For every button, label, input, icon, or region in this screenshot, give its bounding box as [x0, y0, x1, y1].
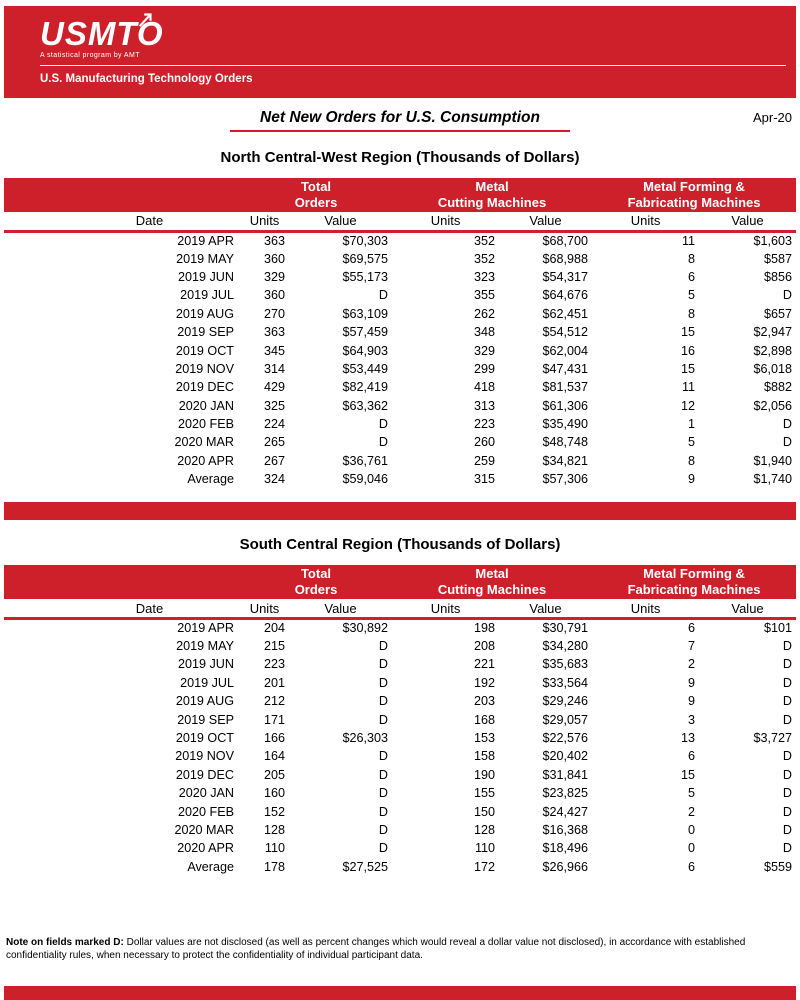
value-cell: 172 [474, 859, 496, 874]
report-title: Net New Orders for U.S. Consumption [230, 107, 570, 132]
value-cell: 355 [474, 288, 496, 303]
group-header-metal-cutting: Metal Cutting Machines [392, 565, 592, 599]
date-cell: 2019 OCT [175, 731, 234, 745]
value-cell: $57,306 [542, 472, 589, 487]
value-cell: $81,537 [542, 380, 589, 395]
value-cell: 7 [688, 639, 696, 654]
value-cell: D [378, 288, 389, 303]
value-cell: 215 [263, 639, 285, 654]
value-cell: D [378, 767, 389, 782]
confidentiality-footnote [6, 936, 794, 963]
table-row [4, 268, 796, 286]
value-cell: D [378, 786, 389, 801]
date-cell: 2019 MAY [176, 251, 234, 266]
value-cell: D [378, 712, 389, 727]
value-cell: 6 [688, 269, 696, 284]
value-cell: D [378, 694, 389, 709]
value-cell: 325 [263, 398, 285, 413]
date-cell: 2019 SEP [177, 712, 234, 727]
date-cell: 2019 MAY [176, 639, 234, 654]
value-cell: D [378, 657, 389, 672]
value-cell: $30,791 [542, 621, 589, 636]
value-cell: D [782, 749, 793, 764]
table-row [4, 433, 796, 451]
table-row [4, 858, 796, 876]
value-cell: 110 [474, 841, 496, 856]
footnote-lead: Note on fields marked D: [6, 936, 124, 948]
table-body-north-central-west [4, 231, 796, 488]
value-cell: $69,575 [342, 251, 389, 266]
value-cell: 429 [263, 380, 285, 395]
value-cell: 2 [688, 657, 696, 672]
value-cell: $34,280 [542, 639, 589, 654]
value-cell: 265 [263, 435, 285, 450]
value-cell: 315 [474, 472, 496, 487]
column-header-date: Date [4, 212, 240, 231]
value-cell: 152 [263, 804, 285, 819]
value-cell: $64,903 [342, 343, 389, 358]
value-cell: 128 [263, 822, 285, 837]
value-cell: 192 [474, 675, 496, 690]
value-cell: 314 [263, 361, 285, 376]
value-cell: $16,368 [542, 822, 589, 837]
value-cell: $53,449 [342, 361, 389, 376]
report-date: Apr-20 [752, 110, 792, 125]
table-row [4, 821, 796, 839]
value-cell: 2 [688, 804, 696, 819]
table-north-central-west [4, 178, 796, 488]
value-cell: 352 [474, 233, 496, 248]
value-cell: $62,004 [542, 343, 589, 358]
value-cell: $34,821 [542, 453, 589, 468]
value-cell: 3 [688, 712, 696, 727]
value-cell: 11 [681, 233, 696, 248]
value-cell: D [782, 841, 793, 856]
column-header-value-total: Value [289, 212, 392, 231]
column-header-units-forming: Units [592, 212, 699, 231]
value-cell: 267 [263, 453, 285, 468]
date-cell: 2019 APR [177, 233, 234, 248]
value-cell: $1,603 [753, 233, 793, 248]
value-cell: 190 [474, 767, 496, 782]
region-title-north-central-west: North Central-West Region (Thousands of Dollars) [220, 149, 580, 166]
value-cell: $856 [764, 269, 793, 284]
value-cell: $101 [764, 621, 793, 636]
date-cell: 2020 MAR [174, 435, 234, 450]
value-cell: $82,419 [342, 380, 389, 395]
value-cell: $36,761 [342, 453, 389, 468]
value-cell: 171 [263, 712, 285, 727]
value-cell: 155 [474, 786, 496, 801]
date-cell: 2020 JAN [178, 398, 234, 413]
table-row [4, 360, 796, 378]
value-cell: D [378, 417, 389, 432]
value-cell: D [378, 435, 389, 450]
value-cell: D [378, 675, 389, 690]
date-cell: 2019 AUG [175, 694, 234, 709]
column-header-units-cutting: Units [392, 212, 499, 231]
value-cell: $1,740 [753, 472, 793, 487]
banner-subtitle: U.S. Manufacturing Technology Orders [40, 73, 253, 85]
value-cell: $54,317 [542, 269, 589, 284]
value-cell: $24,427 [542, 804, 589, 819]
value-cell: D [782, 288, 793, 303]
value-cell: 160 [263, 786, 285, 801]
date-cell: 2020 APR [177, 453, 234, 468]
value-cell: D [782, 822, 793, 837]
value-cell: $29,246 [542, 694, 589, 709]
value-cell: 110 [264, 841, 285, 856]
value-cell: 352 [474, 251, 496, 266]
value-cell: 128 [474, 822, 496, 837]
value-cell: 16 [681, 343, 696, 358]
value-cell: D [378, 749, 389, 764]
value-cell: 205 [263, 767, 285, 782]
table-row [4, 710, 796, 728]
value-cell: 6 [688, 749, 696, 764]
date-cell: 2020 FEB [177, 417, 234, 432]
table-row [4, 747, 796, 765]
value-cell: 363 [263, 325, 285, 340]
title-row [0, 107, 800, 133]
table-row [4, 655, 796, 673]
table-body-south-central [4, 618, 796, 875]
column-header-value-total: Value [289, 599, 392, 618]
value-cell: 1 [688, 417, 696, 432]
value-cell: $26,303 [342, 731, 389, 745]
table-row [4, 839, 796, 857]
logo-tagline: A statistical program by AMT [40, 52, 140, 59]
date-cell: 2019 NOV [175, 749, 234, 764]
value-cell: D [378, 822, 389, 837]
value-cell: 13 [681, 731, 696, 745]
value-cell: $27,525 [342, 859, 389, 874]
date-cell: Average [187, 472, 234, 487]
date-cell: 2020 MAR [174, 822, 234, 837]
value-cell: 150 [474, 804, 496, 819]
value-cell: $64,676 [542, 288, 589, 303]
value-cell: $55,173 [342, 269, 389, 284]
value-cell: 178 [263, 859, 285, 874]
group-header-row [4, 178, 796, 212]
value-cell: 324 [263, 472, 285, 487]
value-cell: 9 [688, 675, 696, 690]
value-cell: $29,057 [542, 712, 589, 727]
value-cell: 5 [688, 786, 696, 801]
value-cell: $48,748 [542, 435, 589, 450]
section-separator-band [4, 502, 796, 520]
value-cell: $882 [764, 380, 793, 395]
value-cell: $68,988 [542, 251, 589, 266]
date-cell: 2019 JUN [177, 269, 234, 284]
header-banner [4, 6, 796, 98]
value-cell: $59,046 [342, 472, 389, 487]
table-row [4, 286, 796, 304]
value-cell: D [782, 712, 793, 727]
value-cell: D [782, 417, 793, 432]
value-cell: $23,825 [542, 786, 589, 801]
value-cell: D [378, 639, 389, 654]
date-cell: 2019 DEC [175, 380, 234, 395]
table-row [4, 766, 796, 784]
table-row [4, 323, 796, 341]
table-row [4, 674, 796, 692]
value-cell: D [782, 639, 793, 654]
date-cell: 2019 APR [177, 621, 234, 636]
value-cell: 299 [474, 361, 496, 376]
value-cell: 260 [474, 435, 496, 450]
value-cell: 201 [263, 675, 285, 690]
value-cell: 345 [263, 343, 285, 358]
value-cell: 9 [688, 472, 696, 487]
value-cell: 363 [263, 233, 285, 248]
value-cell: $63,362 [342, 398, 389, 413]
value-cell: 224 [263, 417, 285, 432]
value-cell: 15 [681, 325, 696, 340]
value-cell: 9 [688, 694, 696, 709]
value-cell: 5 [688, 435, 696, 450]
table-row [4, 784, 796, 802]
value-cell: $18,496 [542, 841, 589, 856]
value-cell: 204 [263, 621, 285, 636]
value-cell: $47,431 [542, 361, 589, 376]
footnote-text: Dollar values are not disclosed (as well as percent changes which would reveal a dollar value not disclosed), in accordance with established confidentiality rules, when necessary to protect the confidentiality of individual participant data. [6, 936, 746, 962]
table-row [4, 470, 796, 488]
value-cell: $26,966 [542, 859, 589, 874]
usmto-logo [40, 17, 164, 59]
group-header-total-orders: Total Orders [240, 565, 392, 599]
value-cell: 203 [474, 694, 496, 709]
value-cell: 12 [681, 398, 696, 413]
value-cell: 329 [474, 343, 496, 358]
value-cell: $6,018 [753, 361, 793, 376]
value-cell: 8 [688, 306, 696, 321]
group-header-spacer [4, 565, 240, 599]
value-cell: D [782, 675, 793, 690]
value-cell: D [782, 804, 793, 819]
group-header-total-orders: Total Orders [240, 178, 392, 212]
table-row [4, 452, 796, 470]
value-cell: $2,056 [753, 398, 793, 413]
column-header-units-forming: Units [592, 599, 699, 618]
value-cell: 15 [681, 767, 696, 782]
date-cell: 2019 JUL [180, 288, 234, 303]
value-cell: $20,402 [542, 749, 589, 764]
value-cell: $57,459 [342, 325, 389, 340]
value-cell: $70,303 [342, 233, 389, 248]
table-row [4, 415, 796, 433]
date-cell: 2019 SEP [177, 325, 234, 340]
table-row [4, 231, 796, 249]
value-cell: $33,564 [542, 675, 589, 690]
value-cell: D [782, 767, 793, 782]
logo-arrow-icon [137, 10, 155, 33]
value-cell: D [782, 435, 793, 450]
value-cell: 198 [474, 621, 496, 636]
table-row [4, 618, 796, 636]
date-cell: 2020 JAN [178, 786, 234, 801]
value-cell: 15 [681, 361, 696, 376]
value-cell: $61,306 [542, 398, 589, 413]
bottom-band [4, 986, 796, 1000]
value-cell: 166 [263, 731, 285, 745]
value-cell: 212 [263, 694, 285, 709]
column-header-row [4, 212, 796, 231]
value-cell: $1,940 [753, 453, 793, 468]
column-header-value-forming: Value [699, 212, 796, 231]
value-cell: 0 [688, 841, 696, 856]
table-row [4, 692, 796, 710]
table-south-central [4, 565, 796, 875]
group-header-metal-forming: Metal Forming & Fabricating Machines [592, 565, 796, 599]
value-cell: $3,727 [753, 731, 793, 745]
table-row [4, 249, 796, 267]
column-header-value-cutting: Value [499, 212, 592, 231]
group-header-row [4, 565, 796, 599]
logo-text: USMTO [40, 15, 164, 52]
date-cell: Average [187, 859, 234, 874]
value-cell: 8 [688, 453, 696, 468]
value-cell: 323 [474, 269, 496, 284]
value-cell: $31,841 [542, 767, 589, 782]
value-cell: 223 [263, 657, 285, 672]
value-cell: 208 [474, 639, 496, 654]
value-cell: 329 [263, 269, 285, 284]
table-row [4, 729, 796, 747]
value-cell: $54,512 [542, 325, 589, 340]
date-cell: 2020 FEB [177, 804, 234, 819]
column-header-row [4, 599, 796, 618]
date-cell: 2019 JUN [177, 657, 234, 672]
date-cell: 2020 APR [177, 841, 234, 856]
value-cell: D [782, 694, 793, 709]
value-cell: $559 [764, 859, 793, 874]
banner-divider [40, 65, 786, 66]
value-cell: 313 [474, 398, 496, 413]
value-cell: $62,451 [542, 306, 589, 321]
table-row [4, 305, 796, 323]
column-header-date: Date [4, 599, 240, 618]
value-cell: 360 [263, 251, 285, 266]
value-cell: 11 [681, 380, 696, 395]
value-cell: D [782, 657, 793, 672]
column-header-units-cutting: Units [392, 599, 499, 618]
column-header-units-total: Units [240, 212, 289, 231]
group-header-metal-cutting: Metal Cutting Machines [392, 178, 592, 212]
value-cell: 6 [688, 859, 696, 874]
value-cell: 168 [474, 712, 496, 727]
value-cell: 153 [474, 731, 496, 745]
date-cell: 2019 JUL [180, 675, 234, 690]
value-cell: 259 [474, 453, 496, 468]
group-header-metal-forming: Metal Forming & Fabricating Machines [592, 178, 796, 212]
table-row [4, 637, 796, 655]
value-cell: 221 [474, 657, 496, 672]
value-cell: 223 [474, 417, 496, 432]
value-cell: 164 [263, 749, 285, 764]
value-cell: $2,947 [753, 325, 793, 340]
value-cell: D [378, 804, 389, 819]
table-row [4, 378, 796, 396]
value-cell: $22,576 [542, 731, 589, 745]
date-cell: 2019 OCT [175, 343, 234, 358]
value-cell: 6 [688, 621, 696, 636]
value-cell: 418 [474, 380, 496, 395]
group-header-spacer [4, 178, 240, 212]
column-header-units-total: Units [240, 599, 289, 618]
value-cell: $30,892 [342, 621, 389, 636]
value-cell: 5 [688, 288, 696, 303]
region-title-south-central: South Central Region (Thousands of Dollars) [239, 536, 561, 554]
value-cell: $587 [764, 251, 793, 266]
value-cell: 348 [474, 325, 496, 340]
value-cell: 158 [474, 749, 496, 764]
table-row [4, 802, 796, 820]
value-cell: 360 [263, 288, 285, 303]
value-cell: $35,683 [542, 657, 589, 672]
date-cell: 2019 AUG [175, 306, 234, 321]
table-row [4, 397, 796, 415]
column-header-value-cutting: Value [499, 599, 592, 618]
value-cell: 262 [474, 306, 496, 321]
table-row [4, 341, 796, 359]
value-cell: 8 [688, 251, 696, 266]
value-cell: $657 [764, 306, 793, 321]
date-cell: 2019 DEC [175, 767, 234, 782]
value-cell: 0 [688, 822, 696, 837]
value-cell: D [378, 841, 389, 856]
value-cell: $68,700 [542, 233, 589, 248]
value-cell: $63,109 [342, 306, 389, 321]
value-cell: $2,898 [753, 343, 793, 358]
value-cell: 270 [263, 306, 285, 321]
column-header-value-forming: Value [699, 599, 796, 618]
date-cell: 2019 NOV [175, 361, 234, 376]
value-cell: D [782, 786, 793, 801]
value-cell: $35,490 [542, 417, 589, 432]
